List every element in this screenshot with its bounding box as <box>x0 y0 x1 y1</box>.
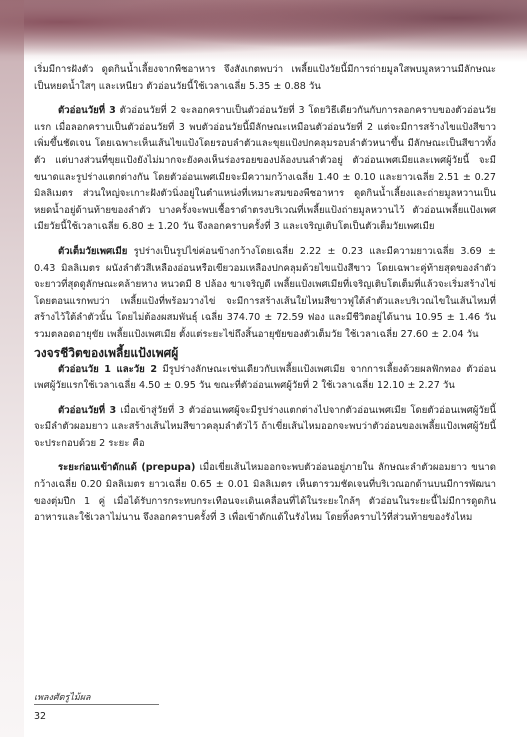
paragraph-adult-female <box>34 244 496 344</box>
paragraph-lead-male-nymph-3: ตัวอ่อนวัยที่ 3 <box>58 404 117 416</box>
paragraph-body-male-nymph-1-2: มีรูปร่างลักษณะเช่นเดียวกับเพลี้ยแป้งเพศเมีย จากการเลี้ยงด้วยผลฟักทอง ตัวอ่อนเพศผู้วัยแรกใช้เวลาเฉลี่ย 4.50 ± 0.95 วัน ขณะที่ตัวอ่อนเพศผู้วัยที่ 2 ใช้เวลาเฉลี่ย 12.10 ± 2.27 วัน <box>34 363 496 392</box>
paragraph-nymph-2-end: เริ่มมีการฝังตัว ดูดกินน้ำเลี้ยงจากพืชอาหาร จึงสังเกตพบว่า เพลี้ยแป้งวัยนี้มีการถ่ายมูลใสพบมูลหวานมีลักษณะเป็นหยดน้ำใสๆ และเหนียว ตัวอ่อนวัยนี้ใช้เวลาเฉลี่ย 5.35 ± 0.88 วัน <box>34 64 496 92</box>
paragraph-lead-prepupa: ระยะก่อนเข้าดักแด้ (prepupa) <box>58 462 196 474</box>
paragraph-male-nymph-3 <box>34 403 496 453</box>
paragraph-body-nymph-3: ตัวอ่อนวัยที่ 2 จะลอกคราบเป็นตัวอ่อนวัยที่ 3 โดยวิธีเดียวกันกับการลอกคราบของตัวอ่อนวัยแรก เมื่อลอกคราบเป็นตัวอ่อนวัยที่ 3 พบตัวอ่อนวัยนี้มีลักษณะเหมือนตัวอ่อนวัยที่ 2 แต่จะมีการสร้างไขแป้งสีขาวเพิ่มขึ้นชัดเจน โดยเฉพาะเห็นเส้นไขแป้งโดยรอบลำตัวและขุยแป้งปกคลุมรอบลำตัวหนาขึ้น มีลักษณะเป็นสีขาวทั้งตัว แต่บางส่วนที่ขุยแป้งยังไม่มากจะยังคงเห็นร่องรอยของปล้องบนลำตัวอยู่ ตัวอ่อนเพศเมียและเพศผู้วัยนี้ จะมีขนาดและรูปร่างแตกต่างกัน โดยตัวอ่อนเพศเมียจะมีความกว้างเฉลี่ย 1.40 ± 0.10 และยาวเฉลี่ย 2.51 ± 0.27 มิลลิเมตร ส่วนใหญ่จะเกาะฝังตัวนิ่งอยู่ในตำแหน่งที่เหมาะสมของพืชอาหาร ดูดกินน้ำเลี้ยงและถ่ายมูลหวานเป็นหยดน้ำอยู่ด้านท้ายของลำตัว บางครั้งจะพบเชื้อราดำตรงบริเวณที่เพลี้ยแป้งถ่ายมูลหวานไว้ ตัวอ่อนเพลี้ยแป้งเพศเมียวัยนี้ใช้เวลาเฉลี่ย 6.80 ± 1.20 วัน จึงลอกคราบครั้งที่ 3 และเจริญเติบโตเป็นตัวเต็มวัยเพศเมีย <box>34 105 496 233</box>
paragraph-lead-adult-female: ตัวเต็มวัยเพศเมีย <box>58 245 128 257</box>
paragraph-lead-nymph-3: ตัวอ่อนวัยที่ 3 <box>58 105 116 117</box>
header-photo-banner <box>0 0 527 62</box>
paragraph-male-nymph-1-2 <box>34 362 496 395</box>
footer-divider <box>34 704 159 705</box>
left-decorative-strip <box>0 0 24 737</box>
paragraph-female-nymph-3 <box>34 103 496 236</box>
paragraph-lead-male-nymph-1-2: ตัวอ่อนวัย 1 และวัย 2 <box>58 363 158 375</box>
paragraph-body-male-nymph-3: เมื่อเข้าสู่วัยที่ 3 ตัวอ่อนเพศผู้จะมีรูปร่างแตกต่างไปจากตัวอ่อนเพศเมีย โดยตัวอ่อนเพศผู้วัยนี้จะมีลำตัวผอมยาว และสร้างเส้นไหมสีขาวคลุมลำตัวไว้ ถ้าเขี่ยเส้นไหมออกจะพบว่าตัวอ่อนของเพลี้ยแป้งเพศผู้วัยนี้จะประกอบด้วย 2 ระยะ คือ <box>34 404 496 449</box>
paragraph-body-adult-female: รูปร่างเป็นรูปไข่ค่อนข้างกว้างโดยเฉลี่ย 2.22 ± 0.23 และมีความยาวเฉลี่ย 3.69 ± 0.43 มิลลิเมตร ผนังลำตัวสีเหลืองอ่อนหรือเขียวอมเหลืองปกคลุมด้วยไขแป้งสีขาว โดยเฉพาะคู่ท้ายสุดของลำตัวจะยาวที่สุดดูลักษณะคล้ายหาง หนวดมี 8 ปล้อง ขาเจริญดี เพลี้ยแป้งเพศเมียที่เจริญเติบโตเต็มที่แล้วจะเริ่มสร้างไข่ โดยตอนแรกพบว่า เพลี้ยแป้งที่พร้อมวางไข่ จะมีการสร้างเส้นใยไหมสีขาวฟูใต้ลำตัวและบริเวณไขในเส้นไหมที่สร้างไว้ใต้ลำตัวนั้น โดยไม่ต้องผสมพันธุ์ เฉลี่ย 374.70 ± 72.59 ฟอง และมีชีวิตอยู่ได้นาน 10.95 ± 1.46 วัน รวมตลอดอายุขัย เพลี้ยแป้งเพศเมีย ตั้งแต่ระยะไข่ถึงสิ้นอายุขัยของตัวเต็มวัย ใช้เวลาเฉลี่ย 27.60 ± 2.04 วัน <box>34 245 496 340</box>
footer-book-title: เพลงศัตรูไม้ผล <box>34 693 91 703</box>
paragraph-body-prepupa: เมื่อเขี่ยเส้นไหมออกจะพบตัวอ่อนอยู่ภายใน ลักษณะลำตัวผอมยาว ขนาดกว้างเฉลี่ย 0.20 มิลลิเมตร ยาวเฉลี่ย 0.65 ± 0.01 มิลลิเมตร เห็นตารวมชัดเจนที่บริเวณอกด้านบนมีการพัฒนาของตุ่มปีก 1 คู่ เมื่อได้รับการกระทบกระเทือนจะเดินเคลื่อนที่ได้ในระยะใกล้ๆ ตัวอ่อนในระยะนี้ไม่มีการดูดกินอาหารและใช้เวลาไม่นาน จึงลอกคราบครั้งที่ 3 เพื่อเข้าดักแด้ในรังไหม โดยทิ้งคราบไว้ที่ส่วนท้ายของรังไหม <box>34 462 496 524</box>
page-number: 32 <box>34 711 47 722</box>
document-body <box>34 62 496 527</box>
section-title-male-lifecycle: วงจรชีวิตของเพลี้ยแป้งเพศผู้ <box>34 345 179 360</box>
paragraph-prepupa <box>34 460 496 526</box>
